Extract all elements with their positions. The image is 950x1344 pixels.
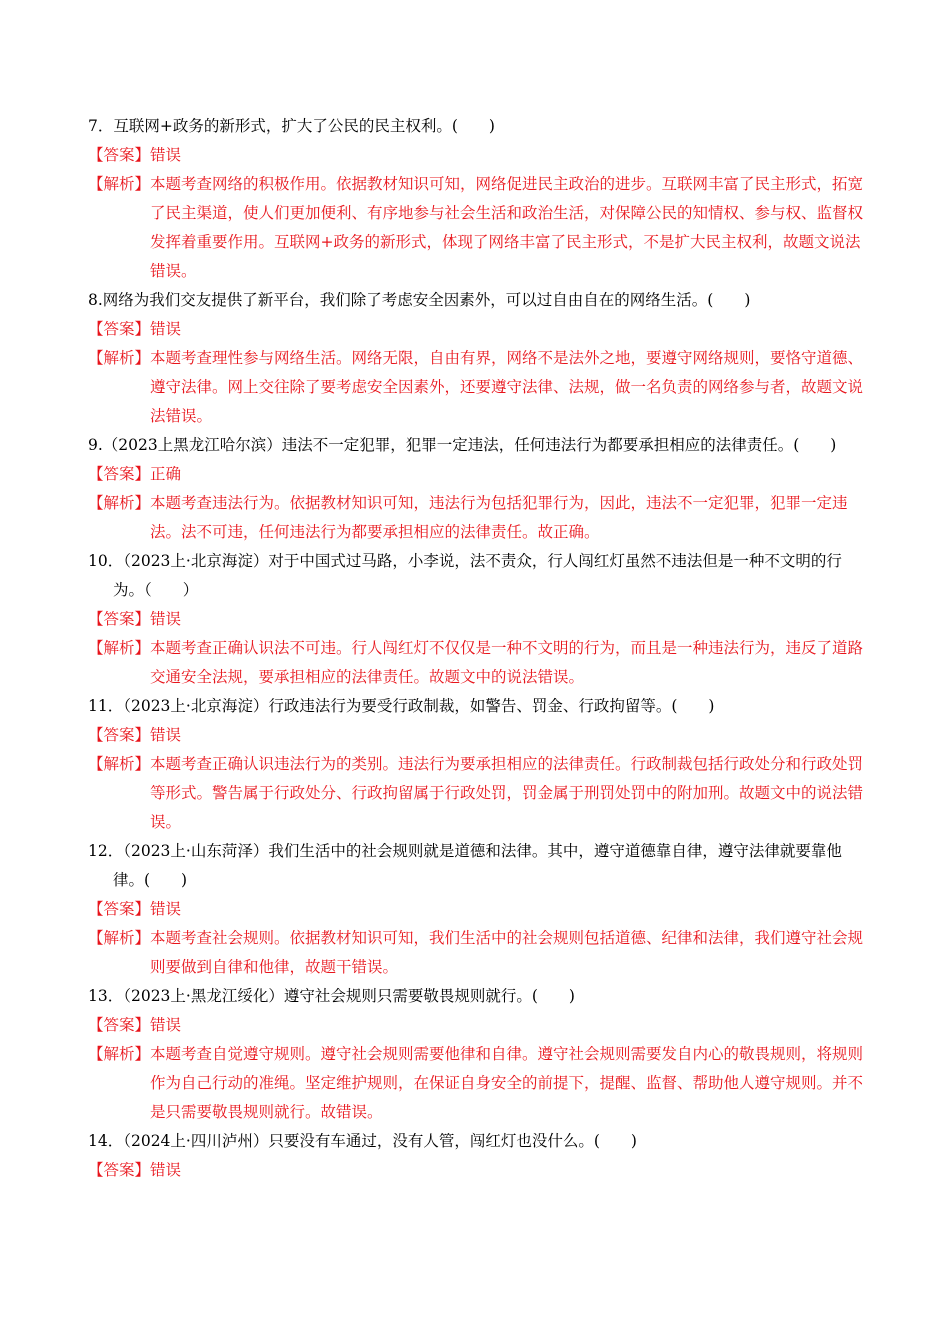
question-11-stem: 11．（2023上·北京海淀）行政违法行为要受行政制裁，如警告、罚金、行政拘留等。( ) — [88, 697, 715, 715]
answer-value: 正确 — [150, 465, 182, 483]
answer-value: 错误 — [150, 1016, 182, 1034]
analysis-text: 本题考查理性参与网络生活。网络无限，自由有界，网络不是法外之地，要遵守网络规则，要恪守道德、遵守法律。网上交往除了要考虑安全因素外，还要遵守法律、法规，做一名负责的网络参与者，故题文说法错误。 — [150, 349, 864, 425]
analysis-tag: 【解析】 — [88, 755, 151, 773]
analysis-text: 本题考查正确认识法不可违。行人闯红灯不仅仅是一种不文明的行为，而且是一种违法行为，违反了道路交通安全法规，要承担相应的法律责任。故题文中的说法错误。 — [150, 639, 864, 686]
question-12-stem: 12．（2023上·山东菏泽）我们生活中的社会规则就是道德和法律。其中，遵守道德靠自律，遵守法律就要靠他律。( ) — [88, 842, 842, 889]
analysis-text: 本题考查自觉遵守规则。遵守社会规则需要他律和自律。遵守社会规则需要发自内心的敬畏规则，将规则作为自己行动的准绳。坚定维护规则，在保证自身安全的前提下，提醒、监督、帮助他人遵守规则。并不是只需要敬畏规则就行。故错误。 — [150, 1045, 864, 1121]
answer-tag: 【答案】 — [88, 465, 151, 483]
answer-tag: 【答案】 — [88, 610, 151, 628]
question-9-answer — [88, 460, 868, 489]
question-13-stem: 13．（2023上·黑龙江绥化）遵守社会规则只需要敬畏规则就行。( ) — [88, 987, 575, 1005]
answer-tag: 【答案】 — [88, 146, 151, 164]
question-10-answer — [88, 605, 868, 634]
answer-value: 错误 — [150, 320, 182, 338]
question-14-stem: 14．（2024上·四川泸州）只要没有车通过，没有人管，闯红灯也没什么。( ) — [88, 1132, 637, 1150]
question-8-answer — [88, 315, 868, 344]
answer-tag: 【答案】 — [88, 726, 151, 744]
analysis-text: 本题考查网络的积极作用。依据教材知识可知，网络促进民主政治的进步。互联网丰富了民主形式，拓宽了民主渠道，使人们更加便利、有序地参与社会生活和政治生活，对保障公民的知情权、参与权、监督权发挥着重要作用。互联网+政务的新形式，体现了网络丰富了民主形式，不是扩大民主权利，故题文说法错误。 — [150, 175, 864, 280]
question-12-answer — [88, 895, 868, 924]
question-7-analysis — [88, 170, 868, 286]
analysis-text: 本题考查违法行为。依据教材知识可知，违法行为包括犯罪行为，因此，违法不一定犯罪，犯罪一定违法。法不可违，任何违法行为都要承担相应的法律责任。故正确。 — [150, 494, 848, 541]
answer-value: 错误 — [150, 610, 182, 628]
analysis-tag: 【解析】 — [88, 1045, 151, 1063]
question-7-stem: 7．互联网+政务的新形式，扩大了公民的民主权利。( ) — [88, 117, 495, 135]
question-8-analysis — [88, 344, 868, 431]
question-12-analysis — [88, 924, 868, 982]
answer-value: 错误 — [150, 146, 182, 164]
answer-value: 错误 — [150, 900, 182, 918]
analysis-text: 本题考查社会规则。依据教材知识可知，我们生活中的社会规则包括道德、纪律和法律，我们遵守社会规则要做到自律和他律，故题干错误。 — [150, 929, 864, 976]
analysis-text: 本题考查正确认识违法行为的类别。违法行为要承担相应的法律责任。行政制裁包括行政处分和行政处罚等形式。警告属于行政处分、行政拘留属于行政处罚，罚金属于刑罚处罚中的附加刑。故题文中的说法错误。 — [150, 755, 864, 831]
answer-tag: 【答案】 — [88, 1016, 151, 1034]
analysis-tag: 【解析】 — [88, 494, 151, 512]
answer-value: 错误 — [150, 726, 182, 744]
question-10-analysis — [88, 634, 868, 692]
answer-tag: 【答案】 — [88, 900, 151, 918]
answer-value: 错误 — [150, 1161, 182, 1179]
question-11-analysis — [88, 750, 868, 837]
question-13-analysis — [88, 1040, 868, 1127]
question-7-answer — [88, 141, 868, 170]
analysis-tag: 【解析】 — [88, 639, 151, 657]
answer-tag: 【答案】 — [88, 1161, 151, 1179]
question-list — [88, 112, 868, 1185]
question-9-stem: 9.（2023上黑龙江哈尔滨）违法不一定犯罪，犯罪一定违法，任何违法行为都要承担相应的法律责任。( ) — [88, 436, 837, 454]
analysis-tag: 【解析】 — [88, 929, 151, 947]
question-8-stem: 8.网络为我们交友提供了新平台，我们除了考虑安全因素外，可以过自由自在的网络生活。( ) — [88, 291, 751, 309]
question-9-analysis — [88, 489, 868, 547]
analysis-tag: 【解析】 — [88, 349, 151, 367]
question-14-answer — [88, 1156, 868, 1185]
question-13-answer — [88, 1011, 868, 1040]
question-11-answer — [88, 721, 868, 750]
analysis-tag: 【解析】 — [88, 175, 151, 193]
answer-tag: 【答案】 — [88, 320, 151, 338]
question-10-stem: 10．（2023上·北京海淀）对于中国式过马路，小李说，法不责众，行人闯红灯虽然不违法但是一种不文明的行为。（ ） — [88, 552, 842, 599]
